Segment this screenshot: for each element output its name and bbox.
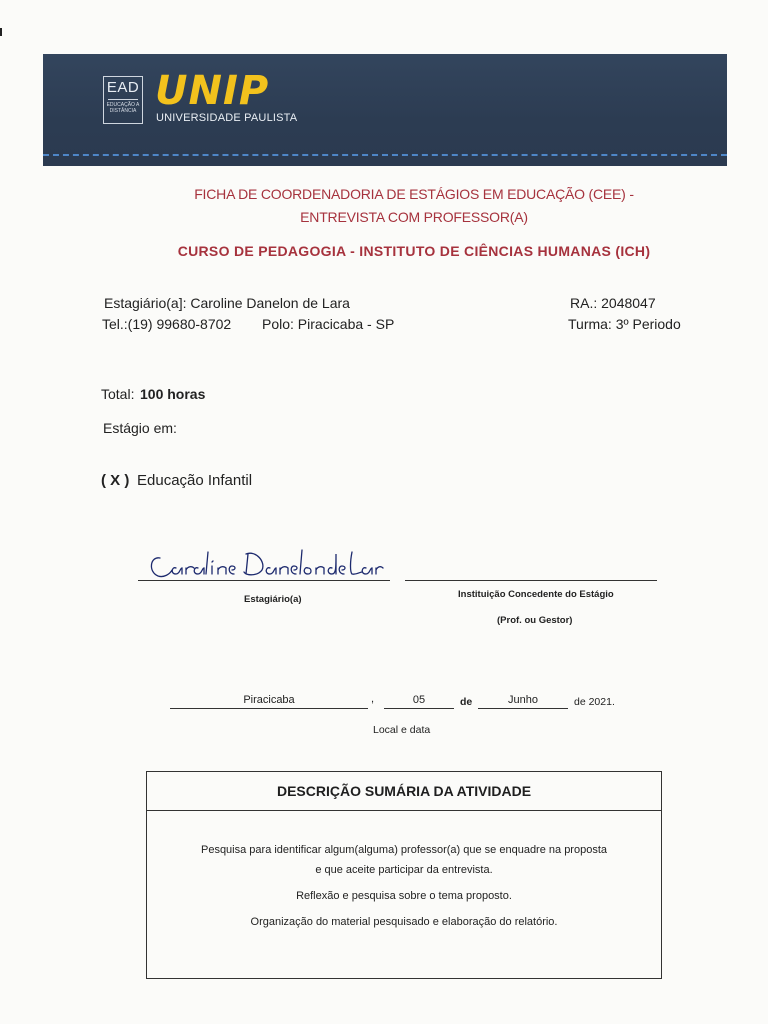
student-name: Estagiário(a]: Caroline Danelon de Lara xyxy=(104,295,350,311)
date-month: Junho xyxy=(478,694,568,709)
date-caption: Local e data xyxy=(373,724,431,736)
activity-heading: DESCRIÇÃO SUMÁRIA DA ATIVIDADE xyxy=(147,772,661,811)
date-day: 05 xyxy=(384,694,454,709)
option-label: Educação Infantil xyxy=(137,472,253,489)
activity-line-1: Pesquisa para identificar algum(alguma) professor(a) que se enquadre na proposta xyxy=(200,844,607,856)
sig-right-sub: (Prof. ou Gestor) xyxy=(497,615,573,626)
form-title: FICHA DE COORDENADORIA DE ESTÁGIOS EM EDUCAÇÃO (CEE) - ENTREVISTA COM PROFESSOR(A) xyxy=(194,186,634,225)
signature-line-institution xyxy=(405,580,657,581)
estagio-label: Estágio em: xyxy=(103,420,177,436)
header-stripe xyxy=(43,154,727,158)
scan-mark xyxy=(0,28,2,36)
unip-logo: UNIP xyxy=(155,68,270,114)
signature-line-student xyxy=(138,580,390,581)
activity-line-4: Organização do material pesquisado e elaboração do relatório. xyxy=(250,916,558,928)
date-year: de 2021. xyxy=(574,696,615,708)
date-city: Piracicaba xyxy=(170,694,368,709)
student-phone: Tel.:(19) 99680-8702 xyxy=(102,316,232,332)
ead-divider xyxy=(108,99,138,100)
student-ra: RA.: 2048047 xyxy=(570,295,656,311)
activity-line-3: Reflexão e pesquisa sobre o tema proposto. xyxy=(296,890,512,902)
sig-right-label: Instituição Concedente do Estágio xyxy=(458,589,614,600)
date-de: de xyxy=(460,696,473,708)
activity-line-2: e que aceite participar da entrevista. xyxy=(315,864,493,876)
ead-logo xyxy=(103,76,143,124)
total-value: 100 horas xyxy=(140,386,206,402)
signature-image xyxy=(146,542,386,584)
header-banner xyxy=(43,54,727,166)
ead-sub-label: EDUCAÇÃO A DISTÂNCIA xyxy=(106,102,140,114)
total-label: Total: xyxy=(101,386,135,402)
option-checkbox: ( X ) xyxy=(101,472,130,489)
student-polo: Polo: Piracicaba - SP xyxy=(262,316,395,332)
ead-label: EAD xyxy=(106,79,140,96)
activity-box xyxy=(146,771,662,979)
sig-left-label: Estagiário(a) xyxy=(244,594,302,605)
student-turma: Turma: 3º Periodo xyxy=(568,316,681,332)
unip-subtitle: UNIVERSIDADE PAULISTA xyxy=(156,112,298,124)
date-comma: , xyxy=(371,693,375,705)
course-title: CURSO DE PEDAGOGIA - INSTITUTO DE CIÊNCIAS HUMANAS (ICH) xyxy=(177,243,651,259)
